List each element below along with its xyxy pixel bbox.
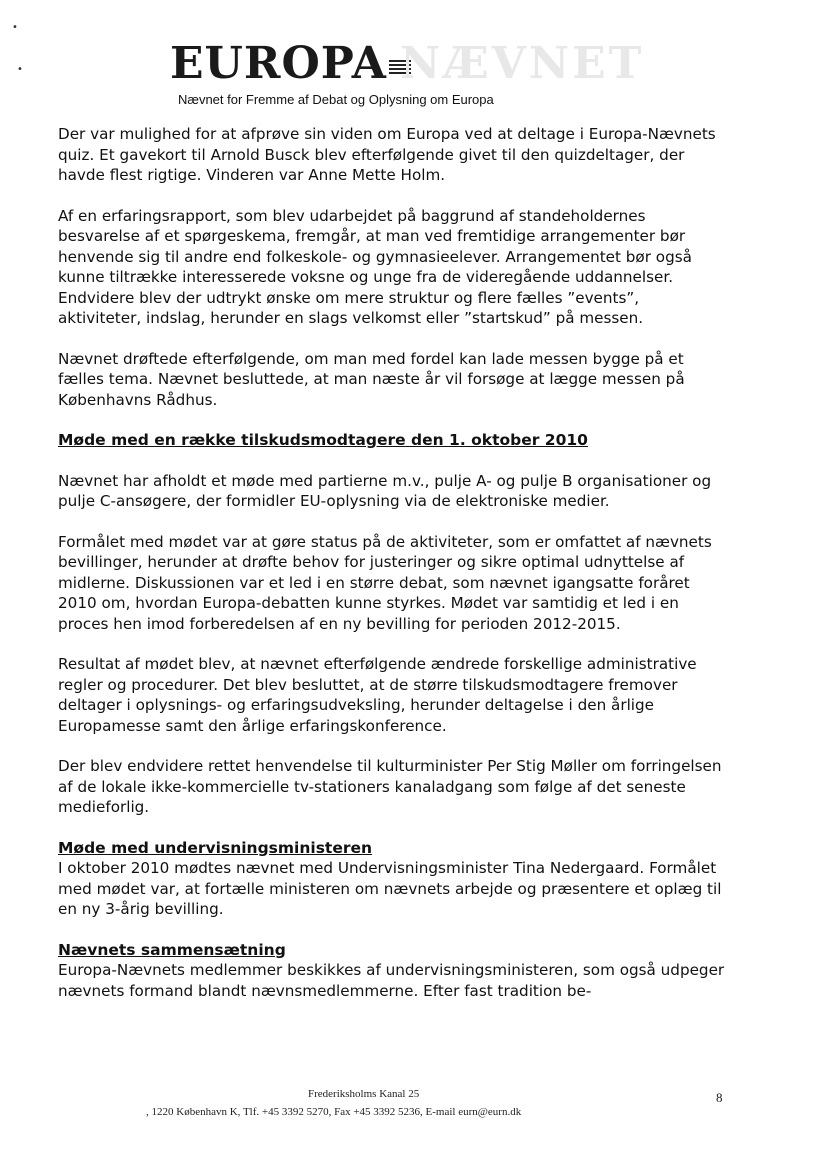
europa-naevnet-logo [170, 40, 411, 88]
section-heading: Nævnets sammensætning [58, 940, 286, 959]
margin-mark: • [12, 22, 18, 33]
paragraph: Resultat af mødet blev, at nævnet efterfølgende ændrede forskellige administrative regler og procedurer. Det blev besluttet, at de større tilskudsmodtagere fremover deltager i oplysnings- og erfaringsudveksling, herunder deltagelse i den årlige Europamesse samt den årlige erfaringskonference. [58, 655, 697, 735]
paragraph: Europa-Nævnets medlemmer beskikkes af undervisningsministeren, som også udpeger nævnets formand blandt nævnsmedlemmerne. Efter fast tradition be- [58, 961, 725, 1000]
page-number: 8 [716, 1090, 723, 1105]
logo-faded-text: NÆVNET [400, 38, 645, 89]
paragraph: Der blev endvidere rettet henvendelse til kulturminister Per Stig Møller om forringelsen af de lokale ikke-kommercielle tv-stationers kanaladgang som følge af det seneste medieforlig. [58, 757, 722, 816]
logo-text: EUROPA [170, 38, 387, 89]
section-heading: Møde med en række tilskudsmodtagere den 1. oktober 2010 [58, 431, 588, 449]
paragraph: Nævnet drøftede efterfølgende, om man med fordel kan lade messen bygge på et fælles tema. Nævnet besluttede, at man næste år vil forsøge at lægge messen på Københavns Rådhus. [58, 349, 685, 409]
section-heading: Møde med undervisningsministeren [58, 838, 373, 857]
tagline: Nævnet for Fremme af Debat og Oplysning om Europa [178, 92, 494, 107]
document-body [58, 124, 726, 1021]
paragraph: I oktober 2010 mødtes nævnet med Undervisningsminister Tina Nedergaard. Formålet med mødet var, at fortælle ministeren om nævnets arbejde og præsentere et oplæg til en ny 3-årig bevilling. [58, 859, 722, 918]
paragraph: Formålet med mødet var at gøre status på de aktiviteter, som er omfattet af nævnets bevillinger, herunder at drøfte behov for justeringer og sikre optimal udnyttelse af midlerne. Diskussionen var et led i en større debat, som nævnet igangsatte foråret 2010 om, hvordan Europa-debatten kunne styrkes. Mødet var samtidig et led i en proces hen imod forberedelsen af en ny bevilling for perioden 2012-2015. [58, 532, 712, 633]
margin-mark: • [17, 64, 23, 75]
paragraph: Der var mulighed for at afprøve sin viden om Europa ved at deltage i Europa-Nævnets quiz. Et gavekort til Arnold Busck blev efterfølgende givet til den quizdeltager, der havde flest rigtige. Vinderen var Anne Mette Holm. [58, 125, 716, 184]
paragraph: Af en erfaringsrapport, som blev udarbejdet på baggrund af standeholdernes besvarelse af et spørgeskema, fremgår, at man ved fremtidige arrangementer bør henvende sig til andre end folkeskole- og gymnasieelever. Arrangementet bør også kunne tiltrække interesserede voksne og unge fra de videregående uddannelser. Endvidere blev der udtrykt ønske om mere struktur og flere fælles ”events”, aktiviteter, indslag, herunder en slags velkomst eller ”startskud” på messen. [58, 206, 692, 327]
footer-contact: , 1220 København K, Tlf. +45 3392 5270, Fax +45 3392 5236, E-mail eurn@eurn.dk [146, 1106, 522, 1118]
paragraph: Nævnet har afholdt et møde med partierne m.v., pulje A- og pulje B organisationer og pulje C-ansøgere, der formidler EU-oplysning via de elektroniske medier. [58, 471, 712, 510]
footer-address: Frederiksholms Kanal 25 [308, 1088, 420, 1100]
